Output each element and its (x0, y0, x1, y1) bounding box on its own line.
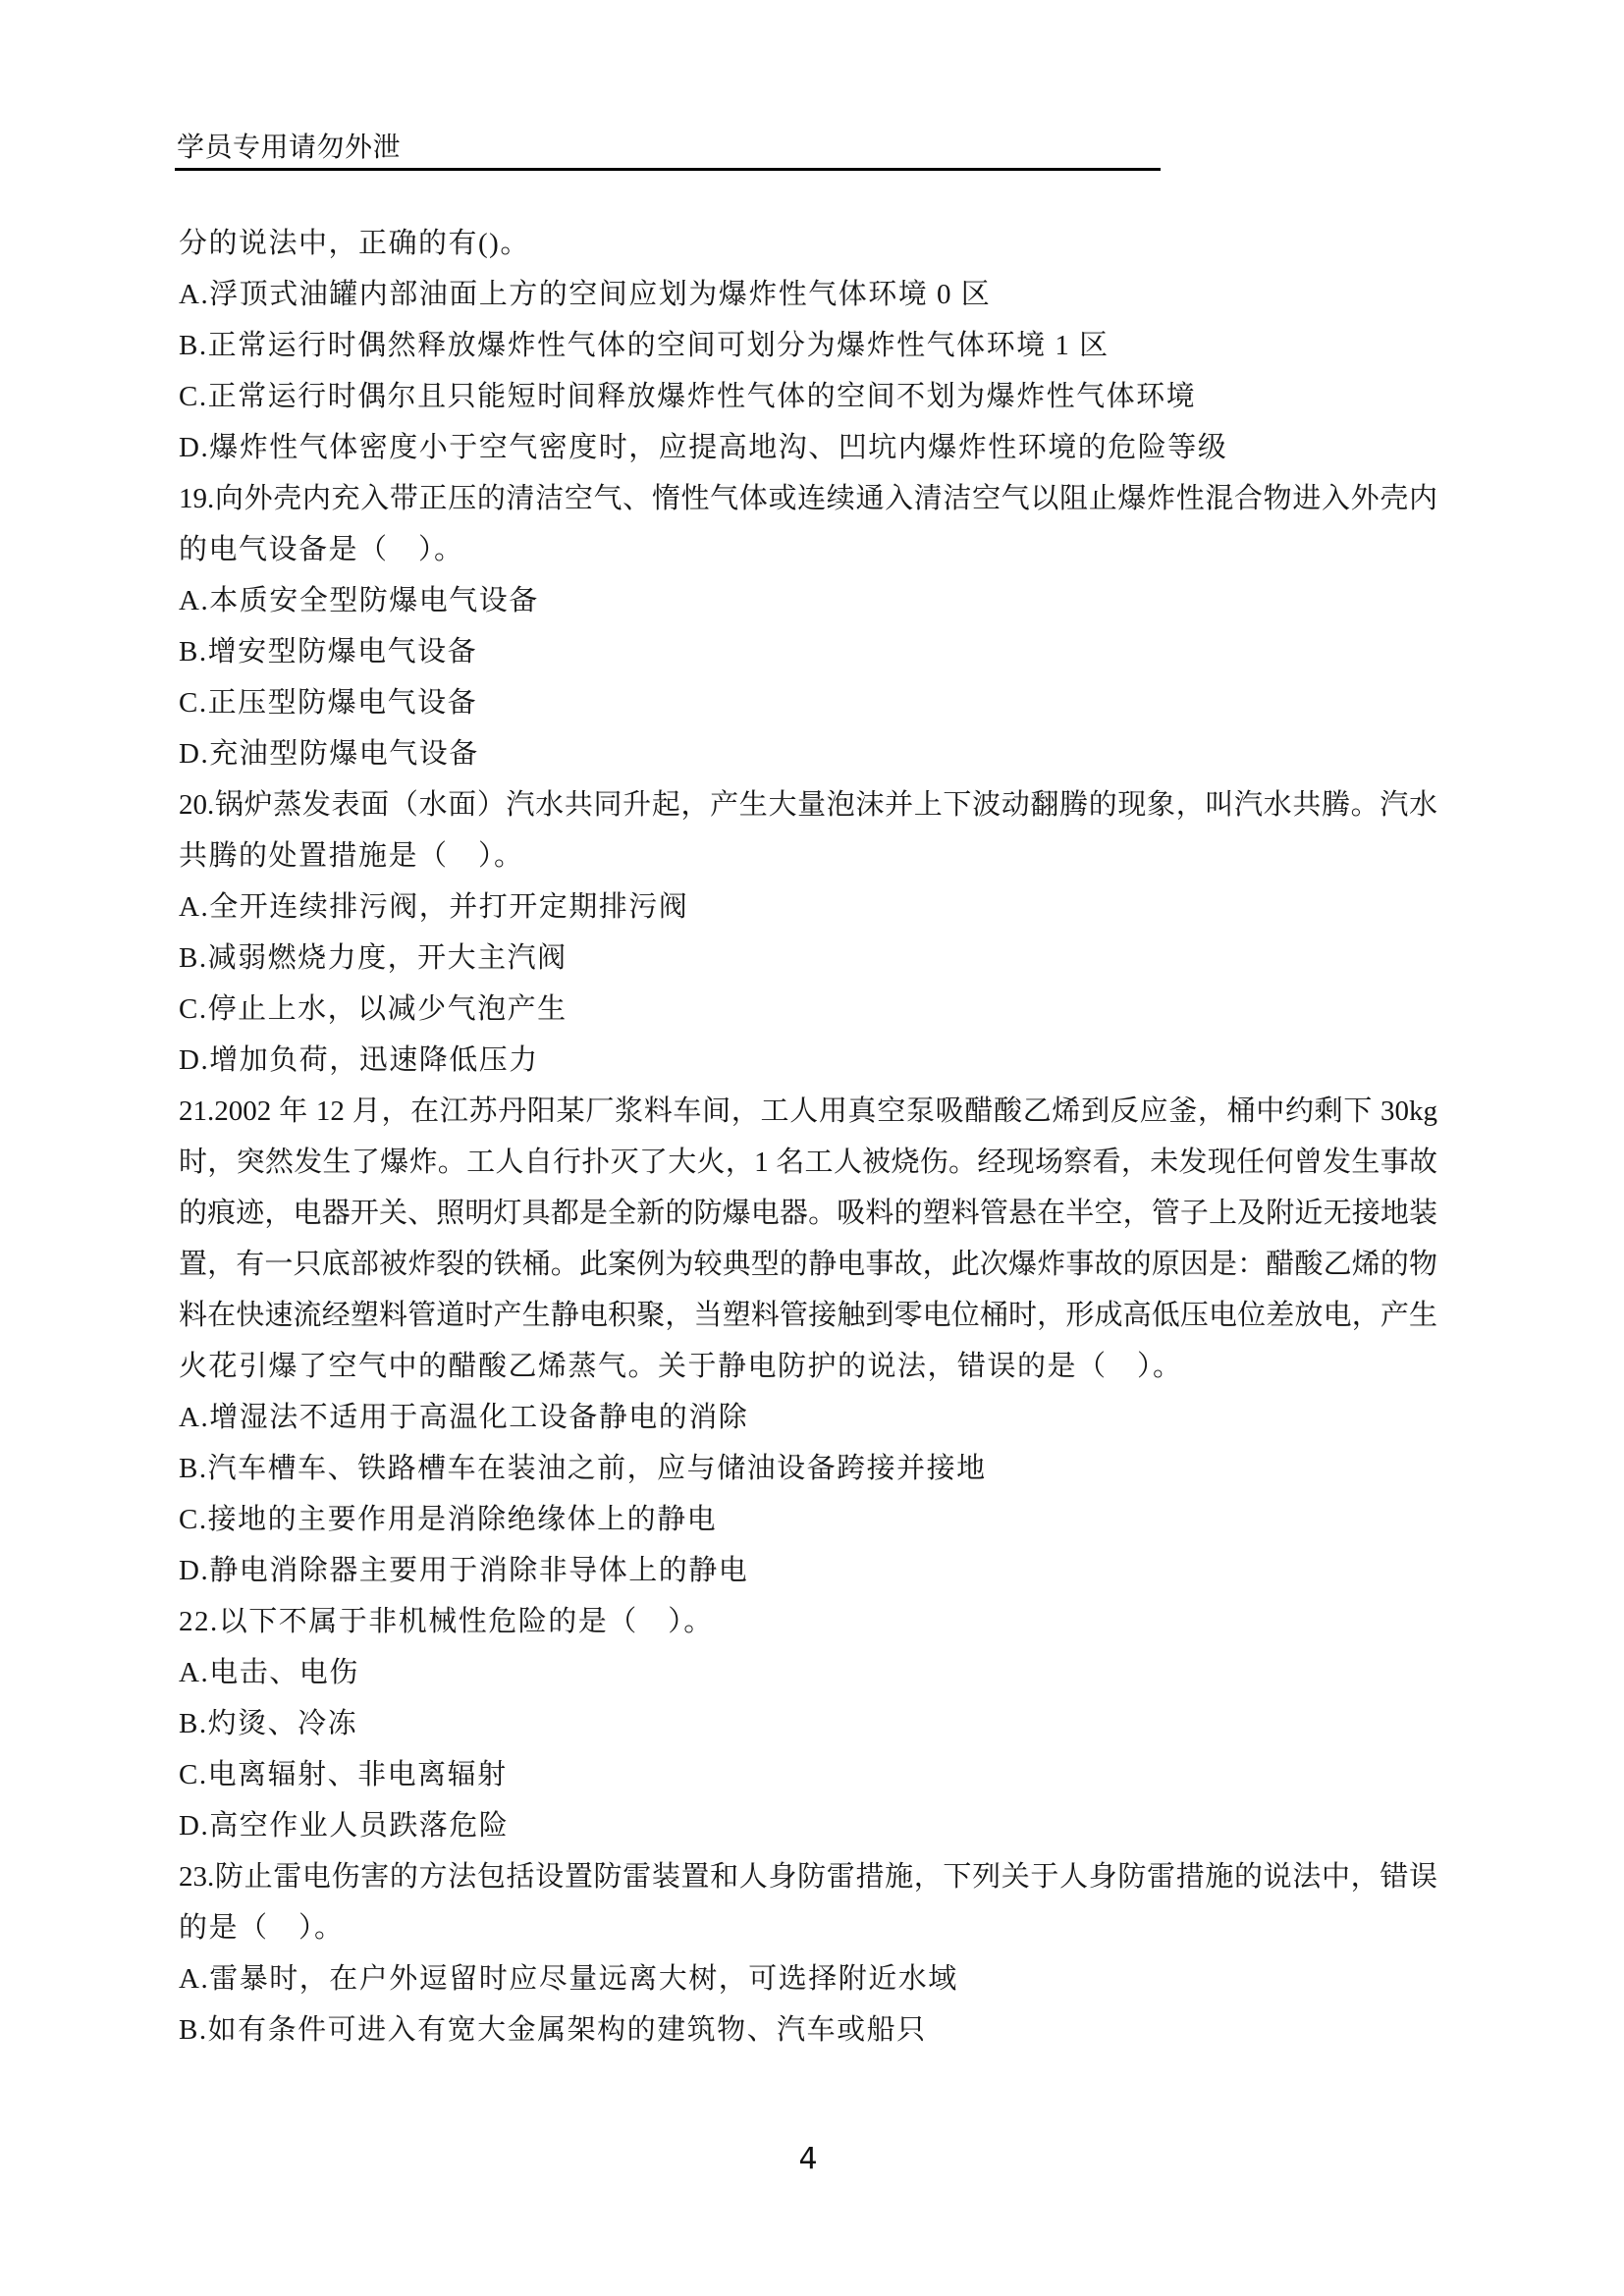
text-line: A.本质安全型防爆电气设备 (179, 585, 539, 616)
text-line: B.汽车槽车、铁路槽车在装油之前，应与储油设备跨接并接地 (179, 1453, 987, 1484)
text-line: A.雷暴时，在户外逗留时应尽量远离大树，可选择附近水域 (179, 1963, 958, 1995)
text-line: C.正常运行时偶尔且只能短时间释放爆炸性气体的空间不划为爆炸性气体环境 (179, 381, 1197, 412)
text-line: A.增湿法不适用于高温化工设备静电的消除 (179, 1402, 749, 1433)
question-text-block (179, 218, 1437, 2056)
text-line: D.静电消除器主要用于消除非导体上的静电 (179, 1555, 749, 1586)
text-line: B.增安型防爆电气设备 (179, 636, 478, 667)
text-line: 22.以下不属于非机械性危险的是（ ）。 (179, 1606, 714, 1637)
text-line: 的痕迹，电器开关、照明灯具都是全新的防爆电器。吸料的塑料管悬在半空，管子上及附近无接地装 (179, 1198, 1437, 1229)
text-line: C.电离辐射、非电离辐射 (179, 1759, 508, 1790)
text-line: 火花引爆了空气中的醋酸乙烯蒸气。关于静电防护的说法，错误的是（ ）。 (179, 1351, 1183, 1382)
text-line: D.爆炸性气体密度小于空气密度时，应提高地沟、凹坑内爆炸性环境的危险等级 (179, 432, 1228, 463)
text-line: 的电气设备是（ ）。 (179, 534, 464, 565)
text-line: 时，突然发生了爆炸。工人自行扑灭了大火，1 名工人被烧伤。经现场察看，未发现任何曾发生事故 (179, 1147, 1437, 1178)
text-line: A.全开连续排污阀，并打开定期排污阀 (179, 891, 689, 923)
text-line: B.如有条件可进入有宽大金属架构的建筑物、汽车或船只 (179, 2014, 927, 2046)
text-line: B.减弱燃烧力度，开大主汽阀 (179, 942, 568, 974)
text-line: B.灼烫、冷冻 (179, 1708, 358, 1739)
text-line: C.停止上水，以减少气泡产生 (179, 993, 568, 1025)
text-line: A.浮顶式油罐内部油面上方的空间应划为爆炸性气体环境 0 区 (179, 279, 992, 310)
header-watermark-text: 学员专用请勿外泄 (177, 131, 402, 163)
text-line: 21.2002 年 12 月，在江苏丹阳某厂浆料车间，工人用真空泵吸醋酸乙烯到反应釜，桶中约剩下 30kg (179, 1095, 1437, 1127)
text-line: 20.锅炉蒸发表面（水面）汽水共同升起，产生大量泡沫并上下波动翻腾的现象，叫汽水共腾。汽水 (179, 789, 1437, 821)
text-line: D.增加负荷，迅速降低压力 (179, 1044, 539, 1076)
text-line: 19.向外壳内充入带正压的清洁空气、惰性气体或连续通入清洁空气以阻止爆炸性混合物进入外壳内 (179, 483, 1437, 514)
text-line: A.电击、电伤 (179, 1657, 359, 1688)
text-line: B.正常运行时偶然释放爆炸性气体的空间可划分为爆炸性气体环境 1 区 (179, 330, 1110, 361)
page-number: 4 (798, 2142, 818, 2176)
text-line: 共腾的处置措施是（ ）。 (179, 840, 524, 872)
text-line: C.正压型防爆电气设备 (179, 687, 478, 719)
text-line: 的是（ ）。 (179, 1912, 345, 1944)
text-line: 料在快速流经塑料管道时产生静电积聚，当塑料管接触到零电位桶时，形成高低压电位差放电，产生 (179, 1300, 1437, 1331)
header-underline (175, 168, 1161, 171)
text-line: 23.防止雷电伤害的方法包括设置防雷装置和人身防雷措施，下列关于人身防雷措施的说法中，错误 (179, 1861, 1437, 1893)
text-line: D.高空作业人员跌落危险 (179, 1810, 510, 1842)
text-line: D.充油型防爆电气设备 (179, 738, 479, 770)
text-line: 置，有一只底部被炸裂的铁桶。此案例为较典型的静电事故，此次爆炸事故的原因是：醋酸乙烯的物 (179, 1249, 1437, 1280)
text-line: 分的说法中，正确的有()。 (179, 228, 530, 259)
text-line: C.接地的主要作用是消除绝缘体上的静电 (179, 1504, 718, 1535)
